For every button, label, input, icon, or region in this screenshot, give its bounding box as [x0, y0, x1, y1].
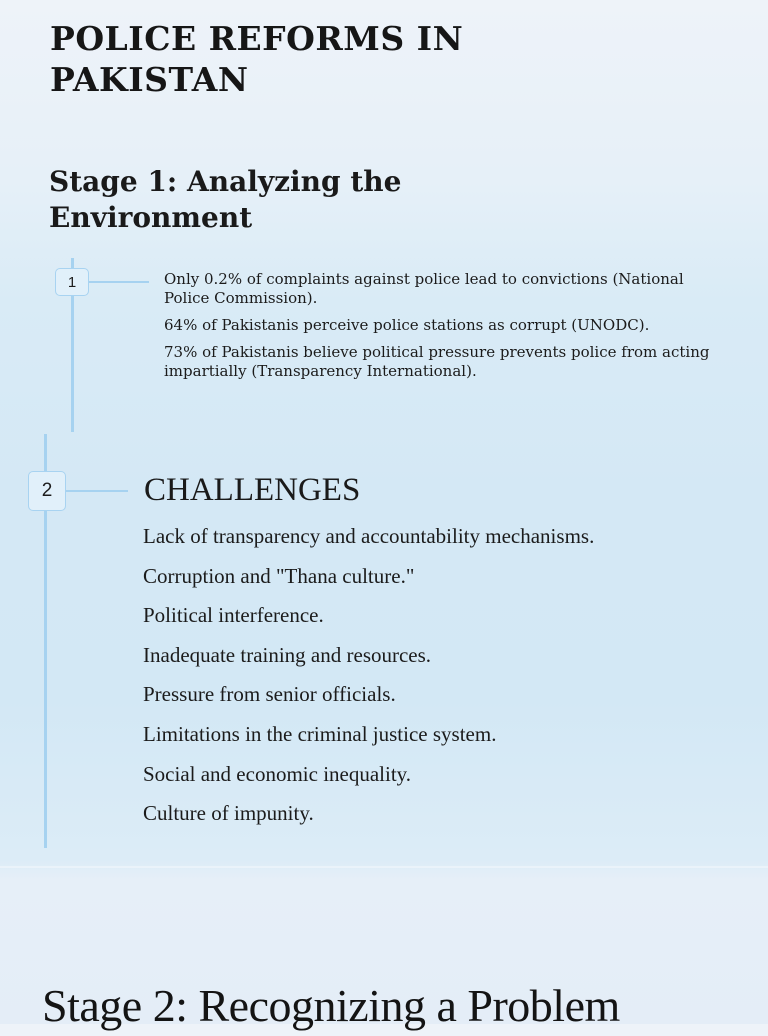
challenge-item: Political interference.	[143, 603, 324, 628]
challenge-item: Culture of impunity.	[143, 801, 314, 826]
challenge-item: Pressure from senior officials.	[143, 682, 396, 707]
slide-divider	[0, 866, 768, 868]
challenges-heading: CHALLENGES	[144, 472, 361, 508]
challenge-item: Inadequate training and resources.	[143, 642, 432, 667]
step1-stats	[164, 270, 724, 389]
stat-item: 64% of Pakistanis perceive police stations as corrupt (UNODC).	[164, 316, 650, 334]
challenge-item: Lack of transparency and accountability mechanisms.	[143, 524, 595, 548]
stage2-heading: Stage 2: Recognizing a Problem	[42, 980, 620, 1031]
stat-item: Only 0.2% of complaints against police lead to convictions (National Police Commission).	[164, 270, 684, 307]
step1-number-badge: 1	[55, 268, 89, 296]
timeline-connector-step2	[66, 490, 128, 492]
challenge-item: Corruption and "Thana culture."	[143, 563, 415, 588]
challenge-item: Limitations in the criminal justice system.	[143, 721, 497, 746]
challenge-item: Social and economic inequality.	[143, 761, 412, 786]
stat-item: 73% of Pakistanis believe political pressure prevents police from acting impartially (Transparency International).	[164, 343, 710, 380]
timeline-connector-step1	[89, 281, 149, 283]
step2-number-badge: 2	[28, 471, 66, 511]
page-title: POLICE REFORMS IN PAKISTAN	[50, 19, 464, 99]
stage1-heading: Stage 1: Analyzing the Environment	[49, 165, 402, 234]
challenges-list	[143, 521, 753, 838]
